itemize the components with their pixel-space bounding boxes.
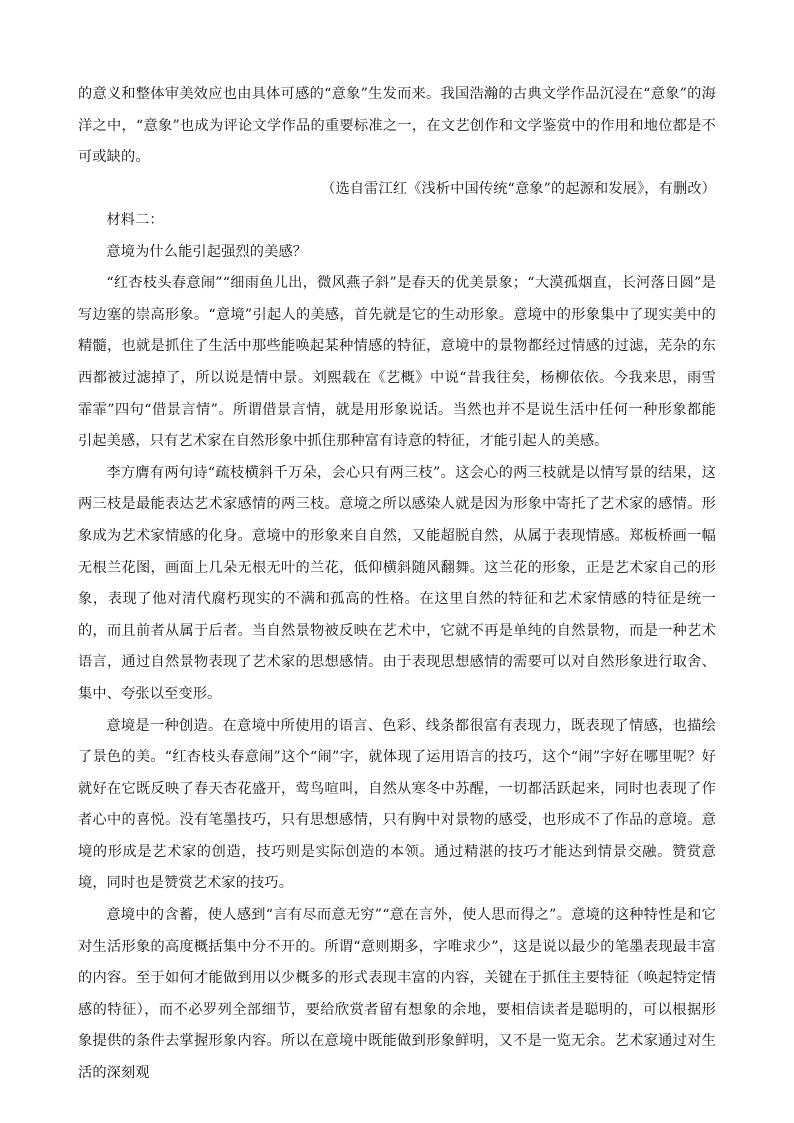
paragraph-creation: 意境是一种创造。在意境中所使用的语言、色彩、线条都很富有表现力，既表现了情感，也描绘了景色的美。“红杏枝头春意闹”这个“闹”字，就体现了运用语言的技巧，这个“闹”字好在哪里呢？好就好在它既反映了春天杏花盛开，莺鸟喧叫，自然从寒冬中苏醒，一切都活跃起来，同时也表现了作者心中的喜悦。没有笔墨技巧，只有思想感情，只有胸中对景物的感受，也形成不了作品的意境。意境的形成是艺术家的创造，技巧则是实际创造的本领。通过精湛的技巧才能达到情景交融。赞赏意境，同时也是赞赏艺术家的技巧。 xyxy=(78,717,716,892)
text-block-1 xyxy=(78,79,716,205)
question-heading: 意境为什么能引起强烈的美感？ xyxy=(106,243,308,260)
paragraph-implicitness: 意境中的含蓄，使人感到“言有尽而意无穷”“意在言外，使人思而得之”。意境的这种特性是和它对生活形象的高度概括集中分不开的。所谓“意则期多，字唯求少”，这是说以最少的笔墨表现最丰富的内容。至于如何才能做到用以少概多的形式表现丰富的内容，关键在于抓住主要特征（唤起特定情感的特征），而不必罗列全部细节，要给欣赏者留有想象的余地，要相信读者是聪明的，可以根据形象提供的条件去掌握形象内容。所以在意境中既能做到形象鲜明，又不是一览无余。艺术家通过对生活的深刻观 xyxy=(78,907,716,1082)
material-two-label: 材料二： xyxy=(106,212,164,228)
paragraph-emotion: 李方膺有两句诗“疏枝横斜千万朵，会心只有两三枝”。这会心的两三枝就是以情写景的结果，这两三枝是最能表达艺术家感情的两三枝。意境之所以感染人就是因为形象中寄托了艺术家的感情。形象成为艺术家情感的化身。意境中的形象来自自然，又能超脱自然，从属于表现情感。郑板桥画一幅无根兰花图，画面上几朵无根无叶的兰花，低仰横斜随风翻舞。这兰花的形象，正是艺术家自己的形象，表现了他对清代腐朽现实的不满和孤高的性格。在这里自然的特征和艺术家情感的特征是统一的，而且前者从属于后者。当自然景物被反映在艺术中，它就不再是单纯的自然景物，而是一种艺术语言，通过自然景物表现了艺术家的思想感情。由于表现思想感情的需要可以对自然形象进行取舍、集中、夸张以至变形。 xyxy=(78,464,716,702)
source-citation: （选自雷江红《浅析中国传统“意象”的起源和发展》，有删改） xyxy=(321,180,716,197)
paragraph-image-beauty: “红杏枝头春意闹”“细雨鱼儿出，微风燕子斜”是春天的优美景象；“大漠孤烟直，长河落日圆”是写边塞的崇高形象。“意境”引起人的美感，首先就是它的生动形象。意境中的形象集中了现实美中的精髓，也就是抓住了生活中那些能唤起某种情感的特征，意境中的景物都经过情感的过滤，芜杂的东西都被过滤掉了，所以说是情中景。刘熙载在《艺概》中说“昔我往矣，杨柳依依。今我来思，雨雪霏霏”四句“借景言情”。所谓借景言情，就是用形象说话。当然也并不是说生活中任何一种形象都能引起美感，只有艺术家在自然形象中抓住那种富有诗意的特征，才能引起人的美感。 xyxy=(78,275,716,450)
paragraph-intro-continued: 的意义和整体审美效应也由具体可感的“意象”生发而来。我国浩瀚的古典文学作品沉浸在“意象”的海洋之中，“意象”也成为评论文学作品的重要标准之一，在文艺创作和文学鉴赏中的作用和地位都是不可或缺的。 xyxy=(78,86,716,166)
text-block-2 xyxy=(78,205,716,1090)
